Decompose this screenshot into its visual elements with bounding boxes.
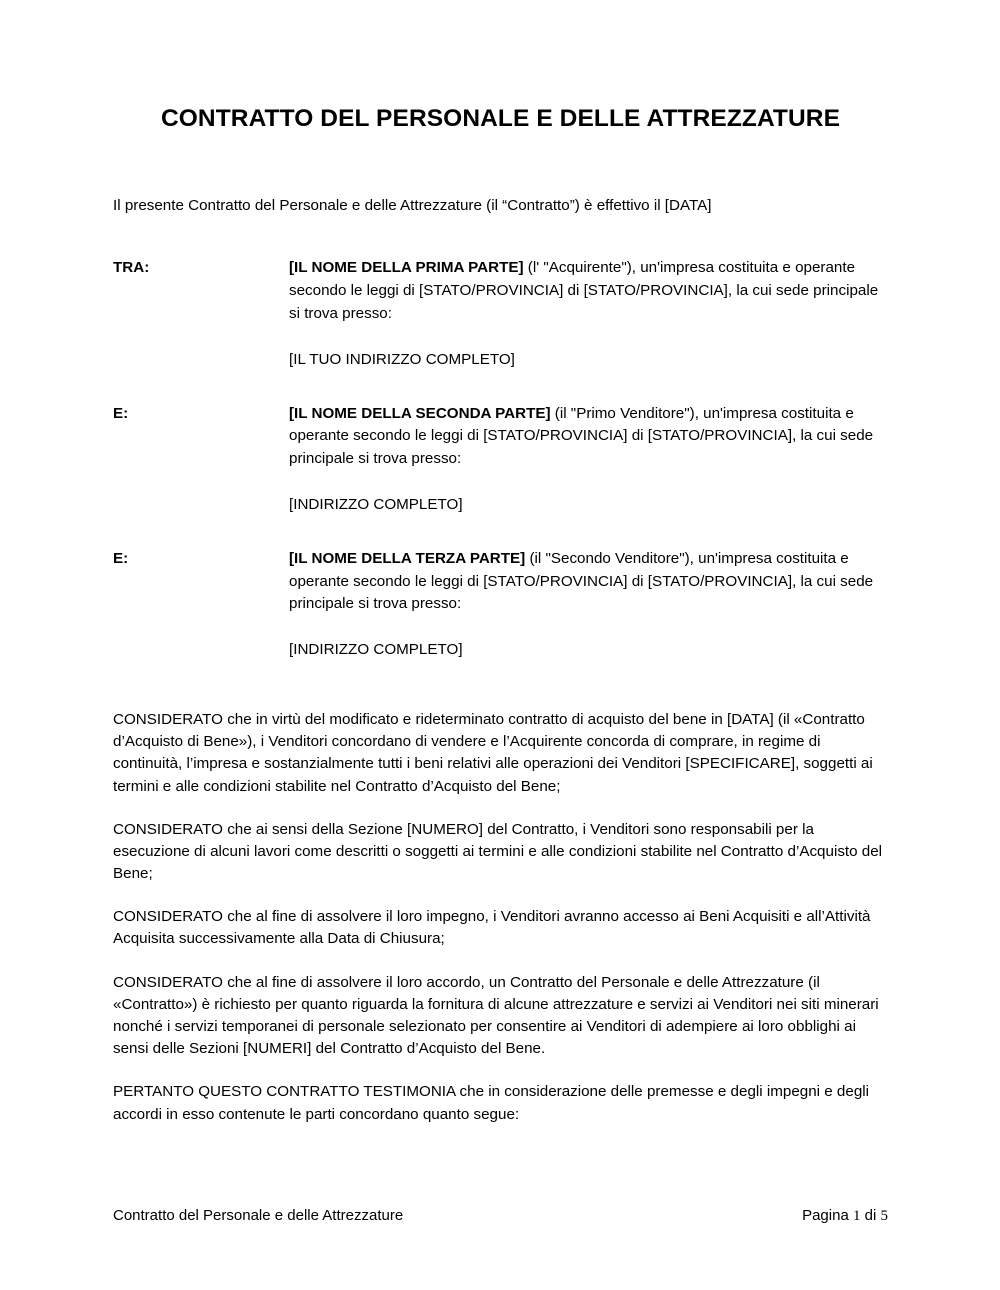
party-description-text: (il "Secondo Venditore"), un'impresa costituita e operante secondo le leggi di [STATO/PROVINCIA] di [STATO/PROVINCIA], la cui sede principale si trova presso: [289,549,874,613]
party-block-second [113,403,888,517]
party-description [289,403,888,471]
recitals-section [113,662,888,1126]
page-footer [113,1207,888,1225]
footer-page-separator: di [864,1207,877,1224]
party-description [289,548,888,616]
party-description [289,257,888,325]
party-name: [IL NOME DELLA SECONDA PARTE] [289,404,551,422]
parties-section [113,217,888,662]
party-block-first [113,257,888,371]
party-address: [INDIRIZZO COMPLETO] [289,496,463,513]
recital-paragraph: CONSIDERATO che al fine di assolvere il loro impegno, i Venditori avranno accesso ai Beni Acquisiti e all’Attività Acquisita successivamente alla Data di Chiusura; [113,908,871,948]
footer-page-number: 1 [852,1208,861,1224]
recital-paragraph: CONSIDERATO che al fine di assolvere il loro accordo, un Contratto del Personale e delle Attrezzature (il «Contratto») è richiesto per quanto riguarda la fornitura di alcune attrezzature e servizi ai Venditori nei siti minerari nonché i servizi temporanei di personale selezionato per consentire ai Venditori di adempiere ai loro obblighi ai sensi delle Sezioni [NUMERI] del Contratto d’Acquisto del Bene. [113,973,879,1058]
party-address: [INDIRIZZO COMPLETO] [289,641,463,659]
party-label: TRA: [113,259,150,277]
party-description-text: (il "Primo Venditore"), un'impresa costituita e operante secondo le leggi di [STATO/PROVINCIA] di [STATO/PROVINCIA], la cui sede principale si trova presso: [289,404,874,468]
party-description-text: (l' "Acquirente"), un'impresa costituita e operante secondo le leggi di [STATO/PROVINCIA] di [STATO/PROVINCIA], la cui sede principale si trova presso: [289,259,879,323]
party-name: [IL NOME DELLA TERZA PARTE] [289,549,526,567]
document-content [113,0,888,1126]
party-name: [IL NOME DELLA PRIMA PARTE] [289,259,524,277]
footer-page-total: 5 [880,1208,888,1224]
party-label: E: [113,404,129,422]
party-body [289,403,888,517]
party-body [289,257,888,371]
page-title: CONTRATTO DEL PERSONALE E DELLE ATTREZZATURE [160,105,841,132]
footer-page-indicator [802,1207,888,1225]
party-label: E: [113,549,129,567]
recital-paragraph: CONSIDERATO che in virtù del modificato e rideterminato contratto di acquisto del bene in [DATA] (il «Contratto d’Acquisto di Bene»), i Venditori concordano di vendere e l’Acquirente concorda di comprare, in regime di continuità, l’impresa e sostanzialmente tutti i beni relativi alle operazioni dei Venditori [SPECIFICARE], soggetti ai termini e alle condizioni stabilite nel Contratto d’Acquisto del Bene; [113,710,873,795]
operative-clause-paragraph: PERTANTO QUESTO CONTRATTO TESTIMONIA che in considerazione delle premesse e degli impegni e degli accordi in esso contenute le parti concordano quanto segue: [113,1083,870,1123]
party-block-third [113,548,888,662]
intro-paragraph: Il presente Contratto del Personale e delle Attrezzature (il “Contratto”) è effettivo il [DATA] [113,197,712,215]
recital-paragraph: CONSIDERATO che ai sensi della Sezione [NUMERO] del Contratto, i Venditori sono responsabili per la esecuzione di alcuni lavori come descritti o soggetti ai termini e alle condizioni stabilite nel Contratto d’Acquisto del Bene; [113,820,883,883]
party-address: [IL TUO INDIRIZZO COMPLETO] [289,350,515,368]
footer-document-name: Contratto del Personale e delle Attrezzature [113,1207,404,1224]
footer-page-prefix: Pagina [802,1207,849,1224]
party-body [289,548,888,662]
